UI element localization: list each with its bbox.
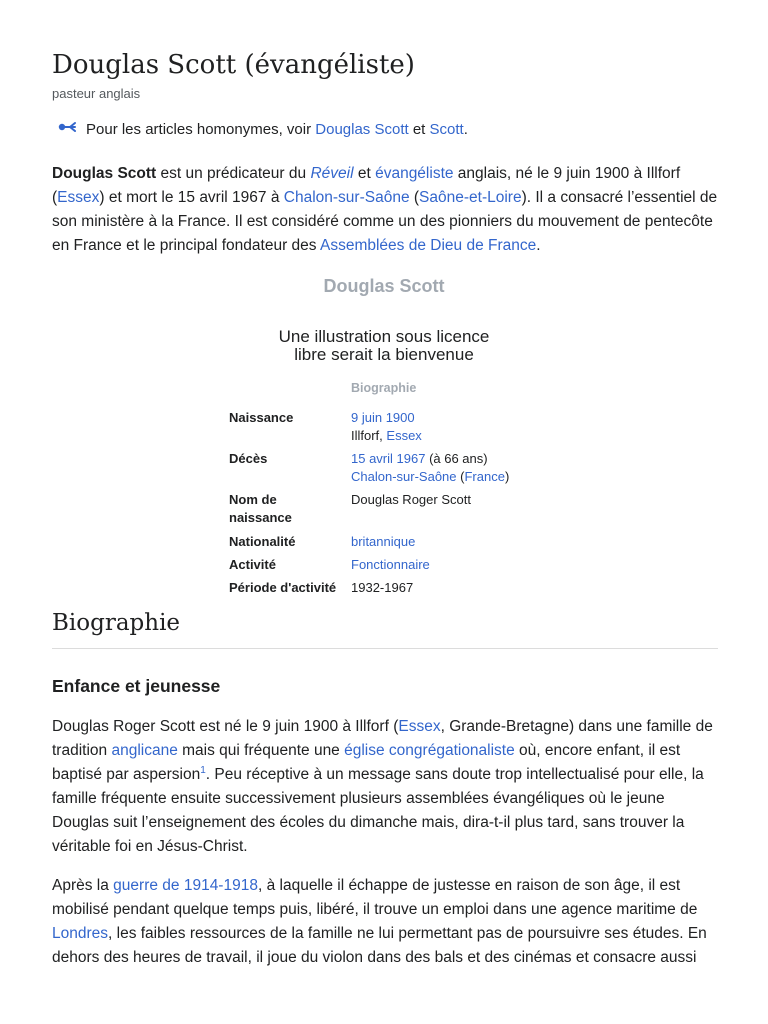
- paragraph-enfance: [52, 715, 718, 859]
- nom-value: Douglas Roger Scott: [351, 492, 471, 507]
- para2-text-4: où, encore enfant, il est baptisé par aspersion: [52, 742, 681, 783]
- hatnote-and: et: [412, 120, 426, 138]
- hatnote-link-douglas-scott[interactable]: Douglas Scott: [315, 120, 409, 138]
- infobox-label: Naissance: [229, 410, 294, 425]
- link-chalon[interactable]: Chalon-sur-Saône: [283, 189, 410, 206]
- link-nationalite[interactable]: britannique: [351, 534, 416, 549]
- infobox-label: Nom de: [229, 492, 277, 507]
- intro-text-1: est un prédicateur du: [156, 165, 311, 182]
- link-anglicane[interactable]: anglicane: [111, 742, 178, 759]
- link-essex[interactable]: Essex: [57, 189, 100, 206]
- para3-text-2: , à laquelle il échappe de justesse en raison de son âge, il est mobilisé pendant quelque temps puis, libéré, il trouve un emploi dans une agence maritime de: [52, 877, 698, 918]
- link-guerre-1914-1918[interactable]: guerre de 1914-1918: [113, 877, 258, 894]
- naissance-place: Illforf,: [351, 428, 387, 443]
- infobox-label: Décès: [229, 451, 268, 466]
- deces-age: (à 66 ans): [425, 451, 488, 466]
- intro-text-7: .: [536, 237, 541, 254]
- paragraph-apres-guerre: [52, 874, 718, 970]
- hatnote-end: .: [463, 120, 468, 138]
- para3-text-3: , les faibles ressources de la famille ne lui permettant pas de poursuivre ses études. En dehors des heures de travail, il joue du violon dans des bals et des cinémas et consacre aussi: [52, 925, 707, 966]
- para2-text-3: mais qui fréquente une: [177, 742, 345, 759]
- link-londres[interactable]: Londres: [52, 925, 109, 942]
- link-naissance-essex[interactable]: Essex: [386, 428, 422, 443]
- link-deces-place[interactable]: Chalon-sur-Saône: [351, 469, 457, 484]
- hatnote-link-scott[interactable]: Scott: [429, 120, 464, 138]
- para2-text-2: , Grande-Bretagne) dans une famille de tradition: [52, 718, 713, 759]
- infobox-image-placeholder[interactable]: [0, 328, 768, 364]
- disambiguation-icon: [58, 120, 86, 138]
- link-reveil[interactable]: Réveil: [310, 165, 354, 182]
- paren-close: ): [504, 469, 510, 484]
- para3-text-1: Après la: [52, 877, 114, 894]
- paren-open: (: [456, 469, 465, 484]
- intro-text-4: ) et mort le 15 avril 1967 à: [99, 189, 284, 206]
- intro-text-3: anglais, né le 9 juin 1900 à Illforf (: [52, 165, 681, 206]
- infobox: [0, 276, 768, 595]
- infobox-label: Période d'activité: [229, 580, 337, 595]
- hatnote-prefix: Pour les articles homonymes, voir: [86, 120, 312, 138]
- infobox-label: Nationalité: [229, 534, 296, 549]
- link-deces-date[interactable]: 15 avril 1967: [351, 451, 426, 466]
- page-subtitle: pasteur anglais: [52, 86, 141, 101]
- intro-text-5: (: [409, 189, 420, 206]
- intro-paragraph: [52, 162, 718, 258]
- link-activite[interactable]: Fonctionnaire: [351, 557, 430, 572]
- link-assemblees[interactable]: Assemblées de Dieu de France: [319, 237, 537, 254]
- link-deces-country[interactable]: France: [464, 469, 505, 484]
- para2-text-1: Douglas Roger Scott est né le 9 juin 1900 à Illforf (: [52, 718, 399, 735]
- intro-text-6: ). Il a consacré l’essentiel de son ministère à la France. Il est considéré comme un des pionniers du mouvement de pentecôte en France et le principal fondateur des: [52, 189, 718, 254]
- link-naissance-date[interactable]: 9 juin 1900: [351, 410, 415, 425]
- placeholder-line-1: Une illustration sous licence: [278, 327, 490, 346]
- hatnote: [58, 120, 468, 138]
- intro-text-2: et: [353, 165, 376, 182]
- link-essex-2[interactable]: Essex: [398, 718, 441, 735]
- link-saone-et-loire[interactable]: Saône-et-Loire: [419, 189, 522, 206]
- page-title: Douglas Scott (évangéliste): [52, 50, 415, 80]
- placeholder-line-2: libre serait la bienvenue: [294, 345, 474, 364]
- periode-value: 1932-1967: [351, 580, 414, 595]
- infobox-label: Activité: [229, 557, 276, 572]
- intro-bold-name: Douglas Scott: [52, 165, 157, 182]
- reference-link-1[interactable]: 1: [200, 764, 206, 776]
- para2-text-5: . Peu réceptive à un message sans doute trop intellectualisé pour elle, la famille fréquente ensuite successivement plusieurs assemblées évangéliques où le jeune Douglas suit l’enseignement des écoles du dimanche mais, dira-t-il plus tard, sans trouver la véritable foi en Jésus-Christ.: [52, 766, 704, 855]
- infobox-label: naissance: [229, 510, 292, 525]
- infobox-title: Douglas Scott: [323, 276, 445, 296]
- link-evangeliste[interactable]: évangéliste: [375, 165, 454, 182]
- link-eglise-congregationaliste[interactable]: église congrégationaliste: [344, 742, 515, 759]
- infobox-section-header: Biographie: [351, 381, 417, 395]
- subsection-heading-enfance: Enfance et jeunesse: [52, 676, 221, 696]
- section-heading-biographie: Biographie: [52, 610, 718, 649]
